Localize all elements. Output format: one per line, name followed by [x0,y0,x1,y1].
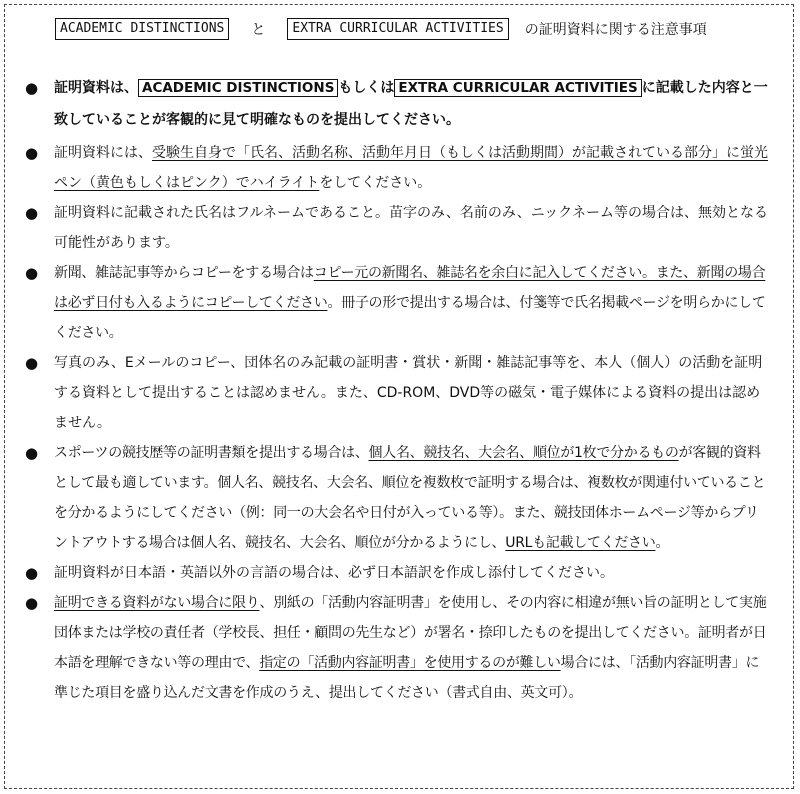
notice-list [0,72,800,708]
underlined-text: 証明できる資料がない場合に限り [54,595,260,611]
list-item: ● 証明資料が日本語・英語以外の言語の場合は、必ず日本語訳を作成し添付してください。 [0,558,800,588]
list-item: ● 証明資料は、 ACADEMIC DISTINCTIONS もしくは EXTRA CURRICULAR ACTIVITIES に記載した内容と一致していることが客観的に見て明確なものを提出してください。 [0,72,800,136]
list-item: ● 証明資料に記載された氏名はフルネームであること。苗字のみ、名前のみ、ニックネーム等の場合は、無効となる可能性があります。 [0,198,800,258]
bullet-icon: ● [25,264,38,282]
list-item: ● 証明資料には、受験生自身で「氏名、活動名称、活動年月日（もしくは活動期間）が記載されている部分」に蛍光ペン（黄色もしくはピンク）でハイライトをしてください。 [0,138,800,198]
bullet-icon: ● [25,204,39,222]
title-academic-distinctions-box: ACADEMIC DISTINCTIONS [55,18,229,40]
bullet-icon: ● [25,144,39,162]
academic-distinctions-box: ACADEMIC DISTINCTIONS [138,79,338,97]
bullet-icon: ● [25,79,39,97]
underlined-text: コピー元の新聞名、雑誌名を余白に記入してください。また、新聞の場合は必ず日付も入るようにコピーしてください [54,265,766,311]
list-item: ● 新聞、雑誌記事等からコピーをする場合はコピー元の新聞名、雑誌名を余白に記入してください。また、新聞の場合は必ず日付も入るようにコピーしてください。冊子の形で提出する場合は、付箋等で氏名掲載ページを明らかにしてください。 [0,258,800,348]
bullet-icon: ● [25,564,39,582]
list-item: ● スポーツの競技歴等の証明書類を提出する場合は、個人名、競技名、大会名、順位が1枚で分かるものが客観的資料として最も適しています。個人名、競技名、大会名、順位を複数枚で証明する場合は、複数枚が関連付いていることを分かるようにしてください（例：同一の大会名や日付が入っている等）。また、競技団体ホームページ等からプリントアウトする場合は個人名、競技名、大会名、順位が分かるようにし、URLも記載してください。 [0,438,800,558]
page-title [55,18,707,40]
title-rest: の証明資料に関する注意事項 [524,22,707,38]
list-item: ● 写真のみ、Eメールのコピー、団体名のみ記載の証明書・賞状・新聞・雑誌記事等を、本人（個人）の活動を証明する資料として提出することは認めません。また、CD-ROM、DVD等の磁気・電子媒体による資料の提出は認めません。 [0,348,800,438]
underlined-text: 指定の「活動内容証明書」を使用するのが難しい [259,655,561,671]
underlined-text: 受験生自身で「氏名、活動名称、活動年月日（もしくは活動期間）が記載されている部分」に蛍光ペン（黄色もしくはピンク）でハイライト [54,145,768,191]
bullet-icon: ● [25,354,39,372]
title-and: と [251,22,266,38]
bullet-icon: ● [25,594,38,612]
underlined-text: 個人名、競技名、大会名、順位が1枚で分かるもの [368,445,679,461]
list-item: ● 証明できる資料がない場合に限り、別紙の「活動内容証明書」を使用し、その内容に相違が無い旨の証明として実施団体または学校の責任者（学校長、担任・顧問の先生など）が署名・捺印したものを提出してください。証明者が日本語を理解できない等の理由で、指定の「活動内容証明書」を使用するのが難しい場合には、「活動内容証明書」に準じた項目を盛り込んだ文書を作成のうえ、提出してください（書式自由、英文可）。 [0,588,800,708]
title-extra-curricular-box: EXTRA CURRICULAR ACTIVITIES [287,18,508,40]
extra-curricular-box: EXTRA CURRICULAR ACTIVITIES [394,79,641,97]
bullet-icon: ● [25,444,38,462]
underlined-text: URLも記載してください [505,535,656,551]
